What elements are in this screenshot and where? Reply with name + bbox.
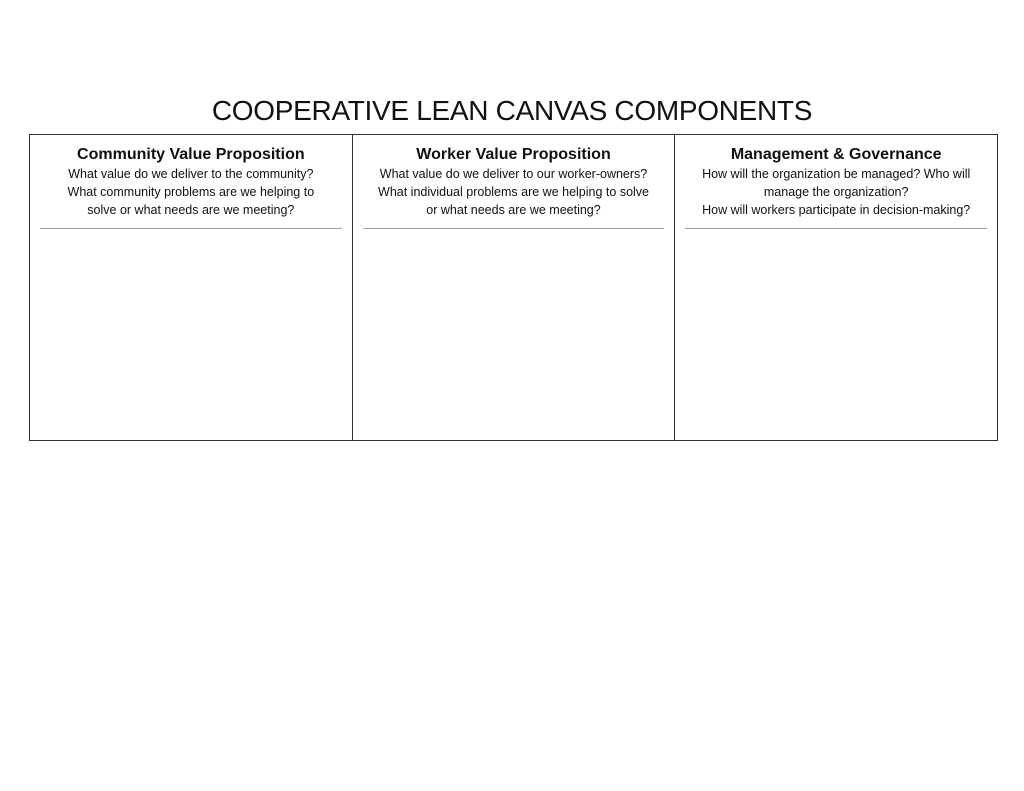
section-heading: Management & Governance bbox=[730, 146, 942, 163]
worker-value-proposition-section bbox=[352, 135, 675, 440]
community-value-proposition-section bbox=[30, 135, 352, 440]
management-governance-writing-area[interactable] bbox=[675, 230, 997, 440]
community-value-writing-area[interactable] bbox=[30, 230, 352, 440]
section-prompt: What value do we deliver to our worker-owners? What individual problems are we helping to solve or what needs are we meeting? bbox=[378, 167, 649, 217]
section-heading: Community Value Proposition bbox=[77, 146, 305, 163]
section-prompt: How will the organization be managed? Who will manage the organization? How will workers participate in decision-making? bbox=[702, 167, 971, 217]
page-title: COOPERATIVE LEAN CANVAS COMPONENTS bbox=[211, 95, 813, 126]
lean-canvas-grid bbox=[29, 134, 998, 441]
section-divider bbox=[363, 228, 665, 229]
worker-value-writing-area[interactable] bbox=[353, 230, 675, 440]
section-prompt: What value do we deliver to the community? What community problems are we helping to solve or what needs are we meeting? bbox=[67, 167, 315, 217]
section-divider bbox=[685, 228, 987, 229]
section-heading: Worker Value Proposition bbox=[416, 146, 611, 163]
section-divider bbox=[40, 228, 342, 229]
management-governance-section bbox=[674, 135, 997, 440]
